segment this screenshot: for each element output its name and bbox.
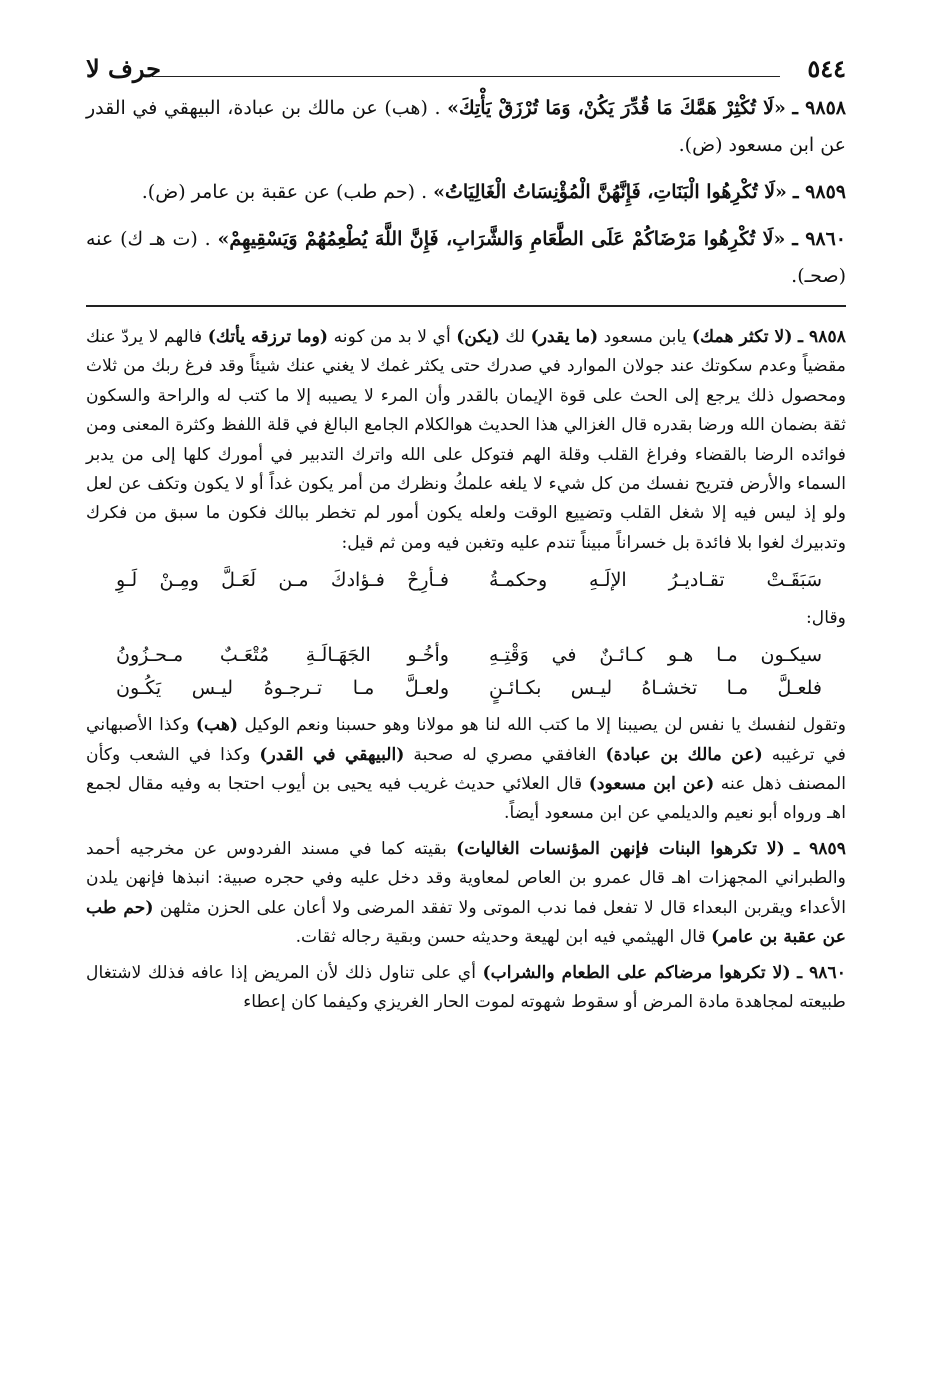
hadith-number: ٩٨٥٨ ـ [792, 97, 846, 119]
commentary-text: وكذا في الشعب وكأن المصنف ذهل عنه [86, 744, 846, 795]
hadith-source: . (هب) عن مالك بن عبادة، البيهقي في القدر عن ابن مسعود (ض). [86, 97, 846, 156]
hadith-number: ٩٨٥٩ ـ [792, 181, 846, 203]
commentary-paragraph [86, 959, 846, 1018]
quoted-phrase: (لا تكرهوا البنات فإنهن المؤنسات الغاليات) [456, 838, 785, 859]
hadith-entry [86, 174, 846, 211]
hadith-text: «لَا تُكْرِهُوا الْبَنَاتِ، فَإِنَّهُنَّ الْمُؤْنِسَاتُ الْغَالِيَاتُ» [433, 181, 787, 203]
hadith-source: . (ت هـ ك) عنه (صحـ). [86, 228, 846, 287]
commentary-text: أي على تناول ذلك لأن المريض إذا عافه فذلك لاشتغال طبيعته لمجاهدة مادة المرض أو سقوط شهوته لموت الحار الغريزي وكيفما كان إعطاء [86, 962, 846, 1012]
commentary-section [86, 323, 846, 1017]
poem-hemistich: سيكـون مـا هـو كـائـنٌ في وَقْتِـهِ [489, 644, 822, 667]
quoted-phrase: (البيهقي في القدر) [259, 744, 405, 765]
page-number: ٥٤٤ [807, 54, 846, 83]
chapter-title: حرف لا [86, 54, 161, 83]
commentary-number: ٩٨٦٠ ـ [797, 962, 846, 983]
poem-block [116, 639, 822, 705]
section-divider [86, 305, 846, 307]
commentary-text: أي لا بد من كونه [328, 327, 457, 347]
commentary-text: وتقول لنفسك يا نفس لن يصيبنا إلا ما كتب الله لنا هو مولانا وهو حسبنا ونعم الوكيل [238, 715, 846, 736]
quoted-phrase: (وما ترزقه يأتك) [207, 327, 329, 347]
book-page [86, 50, 846, 1023]
poem-intro: وقال: [805, 608, 846, 629]
hadith-entry [86, 221, 846, 295]
hadith-text: «لَا تُكْرِهُوا مَرْضَاكُمْ عَلَى الطَّعَامِ وَالشَّرَابِ، فَإِنَّ اللَّهَ يُطْعِمُهُمْ وَيَسْقِيهِمْ» [217, 228, 786, 250]
poem-hemistich: وأخُـو الجَهَـالَـةِ مُتْعَـبٌ مـحـزُونُ [116, 644, 449, 667]
page-header [86, 50, 846, 90]
quoted-phrase: (هب) [195, 715, 239, 736]
commentary-paragraph [86, 835, 846, 953]
commentary-number: ٩٨٥٨ ـ [797, 327, 846, 347]
commentary-text: يابن مسعود [598, 327, 692, 347]
poem-hemistich: ولعـلَّ مـا تـرجـوهُ ليـس يَكُـون [116, 677, 449, 700]
quoted-phrase: (لا تكرهوا مرضاكم على الطعام والشراب) [482, 962, 791, 983]
quoted-phrase: (عن مالك بن عبادة) [605, 744, 763, 765]
commentary-text: قال الهيثمي فيه ابن لهيعة وحديثه حسن وبقية رجاله ثقات. [295, 927, 712, 948]
quoted-phrase: (لا تكثر همك) [691, 327, 793, 347]
hadith-source: . (حم طب) عن عقبة بن عامر (ض). [141, 181, 428, 203]
commentary-text: قال العلائي حديث غريب فيه يحيى بن أيوب احتجا به وفيه مقال لجمع اهـ ورواه أبو نعيم والديلمي عن ابن مسعود أيضاً. [86, 774, 846, 824]
hadith-text: «لَا تُكْثِرْ هَمَّكَ مَا قُدِّرَ يَكُنْ، وَمَا تُرْزَقْ يَأْتِكَ» [447, 97, 786, 119]
poem-hemistich: فـأرِحْ فـؤادكَ مـن لَعَـلَّ ومِـنْ لَـوِ [116, 569, 449, 592]
quoted-phrase: (عن ابن مسعود) [588, 774, 715, 795]
commentary-text: الغافقي مصري له صحبة [404, 744, 606, 765]
commentary-number: ٩٨٥٩ ـ [794, 838, 846, 859]
quoted-phrase: (حم طب عن عقبة بن عامر) [86, 897, 846, 948]
header-rule [152, 76, 780, 77]
quoted-phrase: (يكن) [456, 327, 500, 347]
poem-hemistich: فلعـلَّ مـا تخشـاهُ ليـس بكـائـنٍ [489, 677, 822, 700]
hadith-number: ٩٨٦٠ ـ [792, 228, 847, 250]
commentary-text: بقيته كما في مسند الفردوس عن مخرجيه أحمد والطبراني المجهزات اهـ قال عمرو بن العاص لمعاوية وقد دخل عليه وفي حجره صبية: انبذها فإنهن يلدن الأعداء ويقربن البعداء قال لا تفعل فما ندب الموتى ولا تفقد المرضى ولا أعان على الحزن مثلهن [86, 838, 846, 918]
quoted-phrase: (ما يقدر) [530, 327, 599, 347]
commentary-paragraph [86, 323, 846, 558]
commentary-text: وكذا الأصبهاني في ترغيبه [86, 715, 847, 765]
commentary-paragraph [86, 711, 846, 829]
commentary-text: فالهم لا يردّ عنك مقضياً وعدم سكوتك عند جولان الموارد في صدرك حتى يكثر غمك لا يغني عنك شيئاً وقد فرغ ربك من ثلاث ومحصول ذلك يرجع إلى الحث على قوة الإيمان بالقدر وأن المرء لا يصيبه إلا ما كتب له والراحة والسكون ثقة بضمان الله ورضا بقدره قال الغزالي هذا الحديث هوالكلام الجامع البالغ في قلة اللفظ وكثرة المعنى ومن فوائده الرضا بالقضاء وفراغ القلب وقلة الهم فتوكل على الله واترك التدبير في أمورك كلها إلى من يدبر السماء والأرض فتريح نفسك من كل شيء لا يلغه علمكُ ونظرك من أمر يكون غداً أو لا يكون وتكف عن لعل ولو إذ ليس فيه إلا شغل القلب وتضييع الوقت ولعله يكون أمور لم تخطر ببالك فكون ما سبق من فكرك وتدبيرك لغوا بلا فائدة بل خسراناً مبيناً تندم عليه وتغبن فيه ومن ثم قيل: [86, 327, 846, 553]
hadith-entry [86, 90, 846, 164]
poem-block [116, 564, 822, 597]
poem-hemistich: سَبَقَـتْ تقـاديـرُ الإلَـهِ وحكمـةُ [489, 569, 822, 592]
hadith-section [86, 90, 846, 295]
commentary-text: لك [499, 327, 531, 347]
